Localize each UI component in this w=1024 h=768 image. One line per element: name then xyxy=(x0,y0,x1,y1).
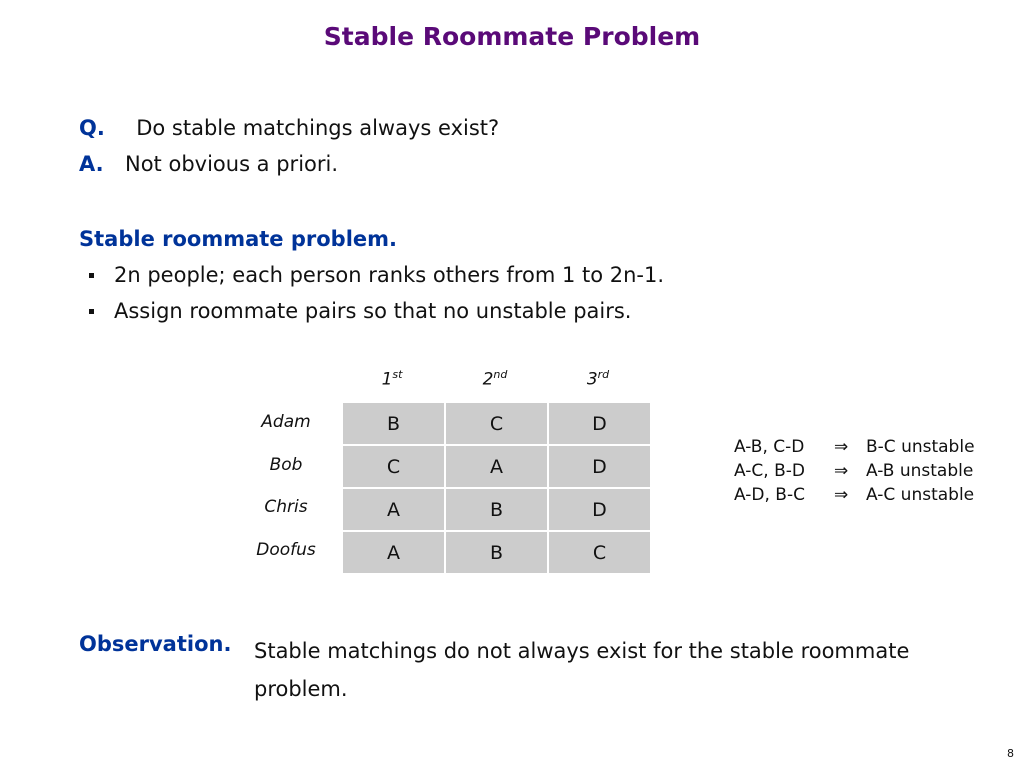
column-header-number: 2 xyxy=(482,369,494,390)
column-header-suffix: rd xyxy=(597,368,610,381)
row-name-doofus: Doofus xyxy=(256,540,316,560)
row-name-bob: Bob xyxy=(269,455,303,475)
question-line xyxy=(79,116,499,140)
pref-cell: B xyxy=(445,488,548,531)
list-item xyxy=(734,483,975,507)
column-header xyxy=(445,368,545,390)
observation-text: Stable matchings do not always exist for the stable roommate problem. xyxy=(254,639,910,701)
list-item xyxy=(734,435,975,459)
observation-label: Observation. xyxy=(79,632,232,656)
pref-cell: C xyxy=(548,531,651,574)
answer-text: Not obvious a priori. xyxy=(125,152,339,176)
bullet-text: Assign roommate pairs so that no unstable pairs. xyxy=(114,299,632,323)
bullet-icon xyxy=(89,273,94,278)
column-header-suffix: st xyxy=(392,368,403,381)
section-heading: Stable roommate problem. xyxy=(79,227,398,251)
list-item xyxy=(734,459,975,483)
slide-title: Stable Roommate Problem xyxy=(323,22,701,51)
column-header xyxy=(548,368,648,390)
pref-cell: C xyxy=(342,445,445,488)
bullet-item xyxy=(89,299,631,323)
pref-cell: B xyxy=(342,402,445,445)
matching-pair: A-D, B-C xyxy=(734,485,805,505)
matching-pair: A-B, C-D xyxy=(734,437,805,457)
column-header xyxy=(342,368,442,390)
table-row xyxy=(342,531,651,574)
answer-label: A. xyxy=(79,152,104,176)
matching-pair: A-C, B-D xyxy=(734,461,805,481)
pref-cell: B xyxy=(445,531,548,574)
matching-result: A-C unstable xyxy=(866,485,975,505)
pref-cell: D xyxy=(548,488,651,531)
bullet-item xyxy=(89,263,664,287)
table-row xyxy=(342,445,651,488)
bullet-text: 2n people; each person ranks others from 1 to 2n-1. xyxy=(114,263,665,287)
pref-cell: A xyxy=(342,531,445,574)
column-header-number: 3 xyxy=(586,369,598,390)
column-header-number: 1 xyxy=(381,369,393,390)
column-header-suffix: nd xyxy=(493,368,508,381)
implies-icon: ⇒ xyxy=(834,437,849,457)
pref-cell: C xyxy=(445,402,548,445)
preference-table xyxy=(341,401,652,575)
matching-list xyxy=(734,435,975,507)
question-text: Do stable matchings always exist? xyxy=(136,116,500,140)
implies-icon: ⇒ xyxy=(834,461,849,481)
question-label: Q. xyxy=(79,116,105,140)
page-number: 8 xyxy=(1007,747,1014,760)
pref-cell: D xyxy=(548,402,651,445)
row-name-adam: Adam xyxy=(261,412,311,432)
pref-cell: D xyxy=(548,445,651,488)
bullet-icon xyxy=(89,309,94,314)
pref-cell: A xyxy=(342,488,445,531)
row-name-chris: Chris xyxy=(264,497,308,517)
implies-icon: ⇒ xyxy=(834,485,849,505)
matching-result: A-B unstable xyxy=(866,461,974,481)
matching-result: B-C unstable xyxy=(866,437,975,457)
table-row xyxy=(342,402,651,445)
pref-cell: A xyxy=(445,445,548,488)
table-row xyxy=(342,488,651,531)
answer-line xyxy=(79,152,338,176)
